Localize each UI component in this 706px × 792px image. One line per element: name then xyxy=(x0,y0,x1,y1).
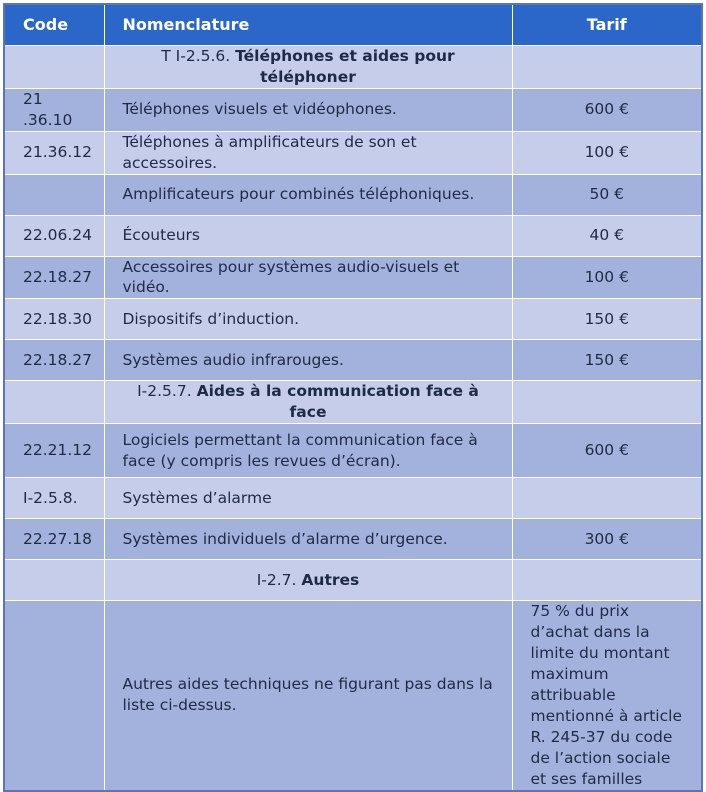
table-row xyxy=(4,478,702,519)
label-cell: Systèmes individuels d’alarme d’urgence. xyxy=(104,519,512,560)
empty-cell xyxy=(512,560,702,601)
code-cell: 22.06.24 xyxy=(4,215,104,256)
tarif-cell: 75 % du prix d’achat dans la limite du montant maximum attribuable mentionné à article R. 245-37 du code de l’action sociale et ses familles xyxy=(512,601,702,791)
code-cell: I-2.5.8. xyxy=(4,478,104,519)
label-cell: Téléphones visuels et vidéophones. xyxy=(104,88,512,131)
code-cell: 22.21.12 xyxy=(4,424,104,478)
table-row xyxy=(4,88,702,131)
tarif-cell: 100 € xyxy=(512,131,702,174)
code-cell: 22.27.18 xyxy=(4,519,104,560)
tarif-cell: 150 € xyxy=(512,340,702,381)
section-title xyxy=(104,560,512,601)
header-nomenclature: Nomenclature xyxy=(104,4,512,46)
label-cell: Accessoires pour systèmes audio-visuels et vidéo. xyxy=(104,256,512,299)
header-row xyxy=(4,4,702,46)
section-row xyxy=(4,560,702,601)
empty-cell xyxy=(4,560,104,601)
table-row xyxy=(4,215,702,256)
tarif-cell: 40 € xyxy=(512,215,702,256)
tarif-cell: 600 € xyxy=(512,88,702,131)
tarifs-table xyxy=(3,3,703,792)
label-cell: Autres aides techniques ne figurant pas dans la liste ci-dessus. xyxy=(104,601,512,791)
label-cell: Écouteurs xyxy=(104,215,512,256)
section-row xyxy=(4,46,702,89)
section-name: Téléphones et aides pour téléphoner xyxy=(235,47,455,86)
table-row xyxy=(4,256,702,299)
section-prefix: I-2.5.7. xyxy=(137,382,192,401)
section-title xyxy=(104,46,512,89)
code-cell: 21.36.12 xyxy=(4,131,104,174)
table-row xyxy=(4,174,702,215)
table-row xyxy=(4,601,702,791)
empty-cell xyxy=(4,381,104,424)
code-cell xyxy=(4,174,104,215)
table-row xyxy=(4,424,702,478)
table-row xyxy=(4,340,702,381)
empty-cell xyxy=(4,46,104,89)
empty-cell xyxy=(512,381,702,424)
section-prefix: T I-2.5.6. xyxy=(161,47,231,65)
table-row xyxy=(4,131,702,174)
code-cell: 22.18.30 xyxy=(4,299,104,340)
header-tarif: Tarif xyxy=(512,4,702,46)
code-cell: 21 .36.10 xyxy=(4,88,104,131)
section-prefix: I-2.7. xyxy=(256,570,297,589)
tarif-cell: 600 € xyxy=(512,424,702,478)
tarif-cell: 100 € xyxy=(512,256,702,299)
label-cell: Systèmes d’alarme xyxy=(104,478,512,519)
section-title xyxy=(104,381,512,424)
section-name: Aides à la communication face à face xyxy=(196,382,479,422)
label-cell: Amplificateurs pour combinés téléphoniques. xyxy=(104,174,512,215)
label-cell: Téléphones à amplificateurs de son et accessoires. xyxy=(104,131,512,174)
code-cell: 22.18.27 xyxy=(4,340,104,381)
tarif-cell: 150 € xyxy=(512,299,702,340)
table-row xyxy=(4,299,702,340)
label-cell: Dispositifs d’induction. xyxy=(104,299,512,340)
table-row xyxy=(4,519,702,560)
code-cell: 22.18.27 xyxy=(4,256,104,299)
label-cell: Logiciels permettant la communication face à face (y compris les revues d’écran). xyxy=(104,424,512,478)
tarif-cell: 50 € xyxy=(512,174,702,215)
label-cell: Systèmes audio infrarouges. xyxy=(104,340,512,381)
header-code: Code xyxy=(4,4,104,46)
tarif-cell xyxy=(512,478,702,519)
empty-cell xyxy=(512,46,702,89)
tarif-cell: 300 € xyxy=(512,519,702,560)
code-cell xyxy=(4,601,104,791)
section-row xyxy=(4,381,702,424)
section-name: Autres xyxy=(301,570,360,589)
